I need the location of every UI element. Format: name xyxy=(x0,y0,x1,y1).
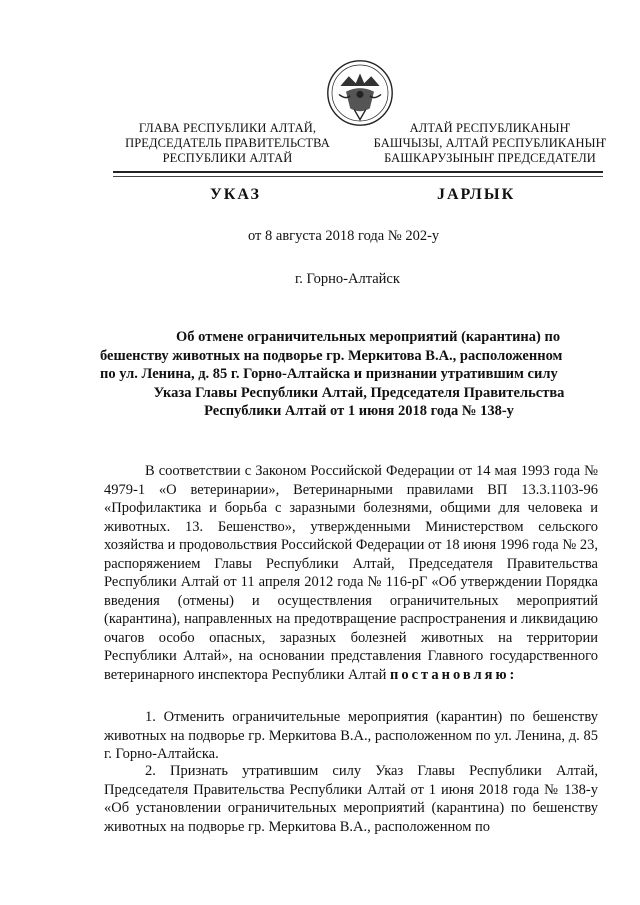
header-left-line: ПРЕДСЕДАТЕЛЬ ПРАВИТЕЛЬСТВА xyxy=(125,136,330,150)
header-left-line: ГЛАВА РЕСПУБЛИКИ АЛТАЙ, xyxy=(138,121,317,135)
item-1-text: 1. Отменить ограничительные мероприятия (карантин) по бешенству животных на подворье гр. Меркитова В.А., расположенном по ул. Ленина, д. 85 г. Горно-Алтайска. xyxy=(104,709,598,762)
title-line: Указа Главы Республики Алтай, Председателя Правительства xyxy=(153,384,565,401)
resolve-keyword: постановляю: xyxy=(390,666,518,683)
header-divider-thin xyxy=(113,176,603,177)
header-right-line: АЛТАЙ РЕСПУБЛИКАНЫҤ xyxy=(409,121,571,135)
decree-city: г. Горно-Алтайск xyxy=(295,271,400,287)
item-2-paragraph xyxy=(104,762,598,836)
decree-title xyxy=(100,328,618,421)
item-2-text: 2. Признать утратившим силу Указ Главы Республики Алтай, Председателя Правительства Республики Алтай от 1 июня 2018 года № 138-у «Об установлении ограничительных мероприятий (карантина) по бешенству животных на подворье гр. Меркитова В.А., расположенном по xyxy=(104,763,598,835)
header-right xyxy=(360,121,620,166)
doc-type-altai: JАРЛЫК xyxy=(437,186,516,203)
header-right-line: БАШКАРУЗЫНЫҤ ПРЕДСЕДАТЕЛИ xyxy=(384,151,596,165)
header-right-line: БАШЧЫЗЫ, АЛТАЙ РЕСПУБЛИКАНЫҤ xyxy=(373,136,607,150)
header-left xyxy=(95,121,360,166)
preamble-text: В соответствии с Законом Российской Федерации от 14 мая 1993 года № 4979-1 «О ветеринарии», Ветеринарными правилами ВП 13.3.1103-96 «Профилактика и борьба с заразными болезнями, общими для человека и животных. 13. Бешенство», утвержденными Министерством сельского хозяйства и продовольствия Российской Федерации от 18 июня 1996 года № 23, распоряжением Главы Республики Алтай, Председателя Правительства Республики Алтай от 11 апреля 2012 года № 116-рГ «Об утверждении Порядка введения (отмены) и осуществления ограничительных мероприятий (карантина), направленных на предотвращение распространения и ликвидацию очагов особо опасных, заразных болезней животных на территории Республики Алтай», на основании представления Главного государственного ветеринарного инспектора Республики Алтай xyxy=(104,463,598,683)
title-line: по ул. Ленина, д. 85 г. Горно-Алтайска и признании утратившим силу xyxy=(100,366,558,382)
header-left-line: РЕСПУБЛИКИ АЛТАЙ xyxy=(162,151,293,165)
title-line: бешенству животных на подворье гр. Меркитова В.А., расположенном xyxy=(100,347,563,364)
title-line: Об отмене ограничительных мероприятий (карантина) по xyxy=(176,329,561,345)
decree-date-number: от 8 августа 2018 года № 202-у xyxy=(248,228,440,244)
preamble-paragraph xyxy=(104,462,598,684)
doc-type-russian: УКАЗ xyxy=(210,186,261,203)
header-divider-thick xyxy=(113,171,603,173)
item-1-paragraph xyxy=(104,708,598,764)
title-line: Республики Алтай от 1 июня 2018 года № 138-у xyxy=(204,403,514,419)
coat-of-arms-icon xyxy=(325,58,395,128)
